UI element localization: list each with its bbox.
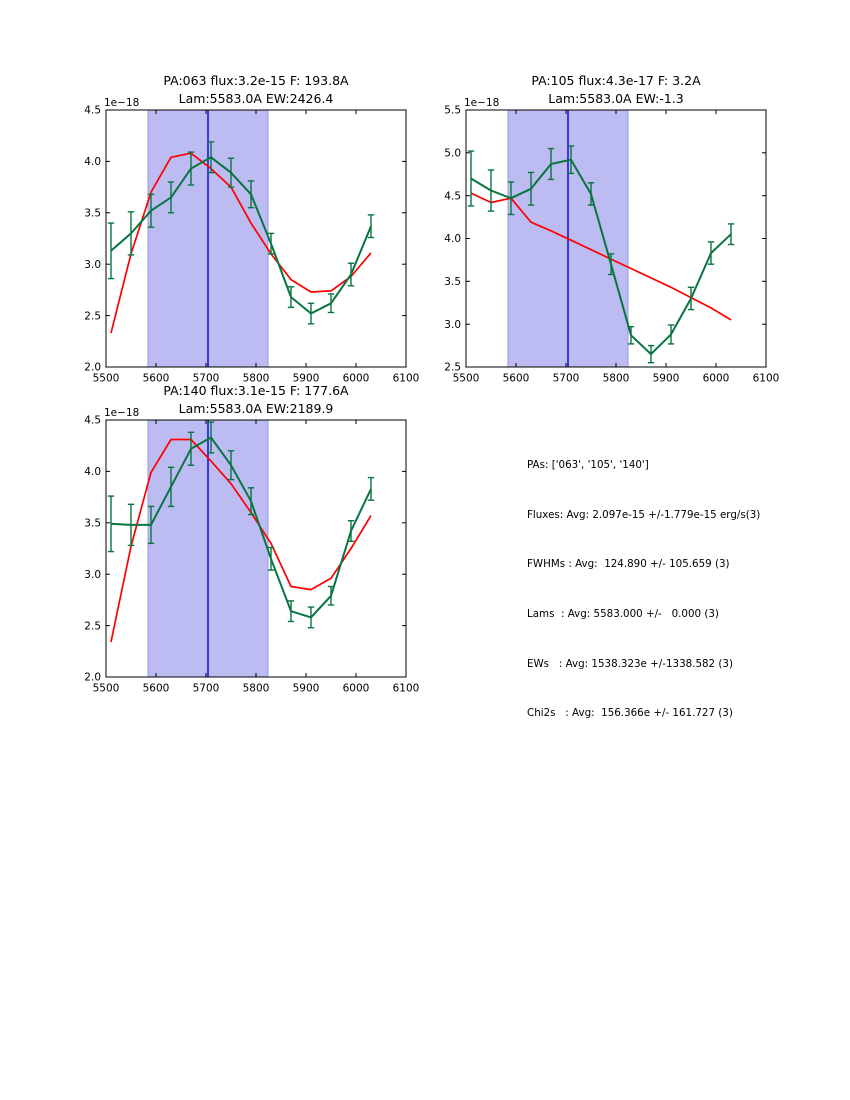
x-tick-label: 5700 (192, 682, 220, 695)
x-tick-label: 5500 (92, 682, 120, 695)
plot-title: PA:063 flux:3.2e-15 F: 193.8A (163, 73, 349, 88)
x-tick-label: 5900 (652, 372, 680, 385)
x-tick-label: 5800 (242, 372, 270, 385)
plot-title: PA:140 flux:3.1e-15 F: 177.6A (163, 383, 349, 398)
x-tick-label: 5700 (192, 372, 220, 385)
y-tick-label: 3.0 (84, 258, 101, 271)
y-offset-label: 1e−18 (104, 407, 140, 419)
stats-line-fwhms: FWHMs : Avg: 124.890 +/- 105.659 (3) (527, 558, 730, 571)
x-tick-label: 5600 (142, 372, 170, 385)
plot-subtitle: Lam:5583.0A EW:2189.9 (178, 401, 334, 416)
x-tick-label: 5500 (452, 372, 480, 385)
stats-block (527, 429, 760, 751)
x-tick-label: 6000 (342, 682, 370, 695)
plot-subtitle: Lam:5583.0A EW:2426.4 (178, 91, 334, 106)
y-tick-label: 4.5 (84, 414, 101, 427)
plot-pa105 (444, 73, 779, 385)
stats-line-ews: EWs : Avg: 1538.323e +/-1338.582 (3) (527, 657, 733, 670)
y-tick-label: 3.0 (444, 318, 461, 331)
x-tick-label: 6100 (392, 372, 420, 385)
x-tick-label: 6000 (702, 372, 730, 385)
x-tick-label: 6100 (392, 682, 420, 695)
x-tick-label: 5600 (502, 372, 530, 385)
stats-line-pas: PAs: ['063', '105', '140'] (527, 459, 649, 471)
y-tick-label: 4.0 (444, 233, 461, 246)
y-tick-label: 2.0 (84, 671, 101, 684)
y-tick-label: 2.0 (84, 361, 101, 374)
y-offset-label: 1e−18 (104, 97, 140, 109)
stats-line-chi2s: Chi2s : Avg: 156.366e +/- 161.727 (3) (527, 707, 733, 720)
y-tick-label: 2.5 (84, 310, 101, 323)
y-tick-label: 4.5 (444, 190, 461, 203)
stats-line-fluxes: Fluxes: Avg: 2.097e-15 +/-1.779e-15 erg/s(3) (527, 508, 761, 521)
y-tick-label: 4.0 (84, 156, 101, 169)
y-tick-label: 5.0 (444, 147, 461, 160)
y-tick-label: 3.5 (84, 517, 101, 530)
y-tick-label: 3.0 (84, 568, 101, 581)
x-tick-label: 5700 (552, 372, 580, 385)
y-offset-label: 1e−18 (464, 97, 500, 109)
x-tick-label: 5500 (92, 372, 120, 385)
y-tick-label: 5.5 (444, 104, 461, 117)
y-tick-label: 4.0 (84, 466, 101, 479)
x-tick-label: 5600 (142, 682, 170, 695)
stats-line-lams: Lams : Avg: 5583.000 +/- 0.000 (3) (527, 608, 719, 621)
x-tick-label: 5800 (242, 682, 270, 695)
x-tick-label: 5900 (292, 372, 320, 385)
x-tick-label: 6100 (752, 372, 780, 385)
y-tick-label: 3.5 (444, 276, 461, 289)
y-tick-label: 4.5 (84, 104, 101, 117)
y-tick-label: 2.5 (84, 620, 101, 633)
y-tick-label: 2.5 (444, 361, 461, 374)
plot-subtitle: Lam:5583.0A EW:-1.3 (548, 91, 684, 106)
plot-pa140 (84, 383, 419, 695)
x-tick-label: 6000 (342, 372, 370, 385)
x-tick-label: 5800 (602, 372, 630, 385)
plot-pa063 (84, 73, 419, 385)
plot-title: PA:105 flux:4.3e-17 F: 3.2A (531, 73, 701, 88)
y-tick-label: 3.5 (84, 207, 101, 220)
x-tick-label: 5900 (292, 682, 320, 695)
